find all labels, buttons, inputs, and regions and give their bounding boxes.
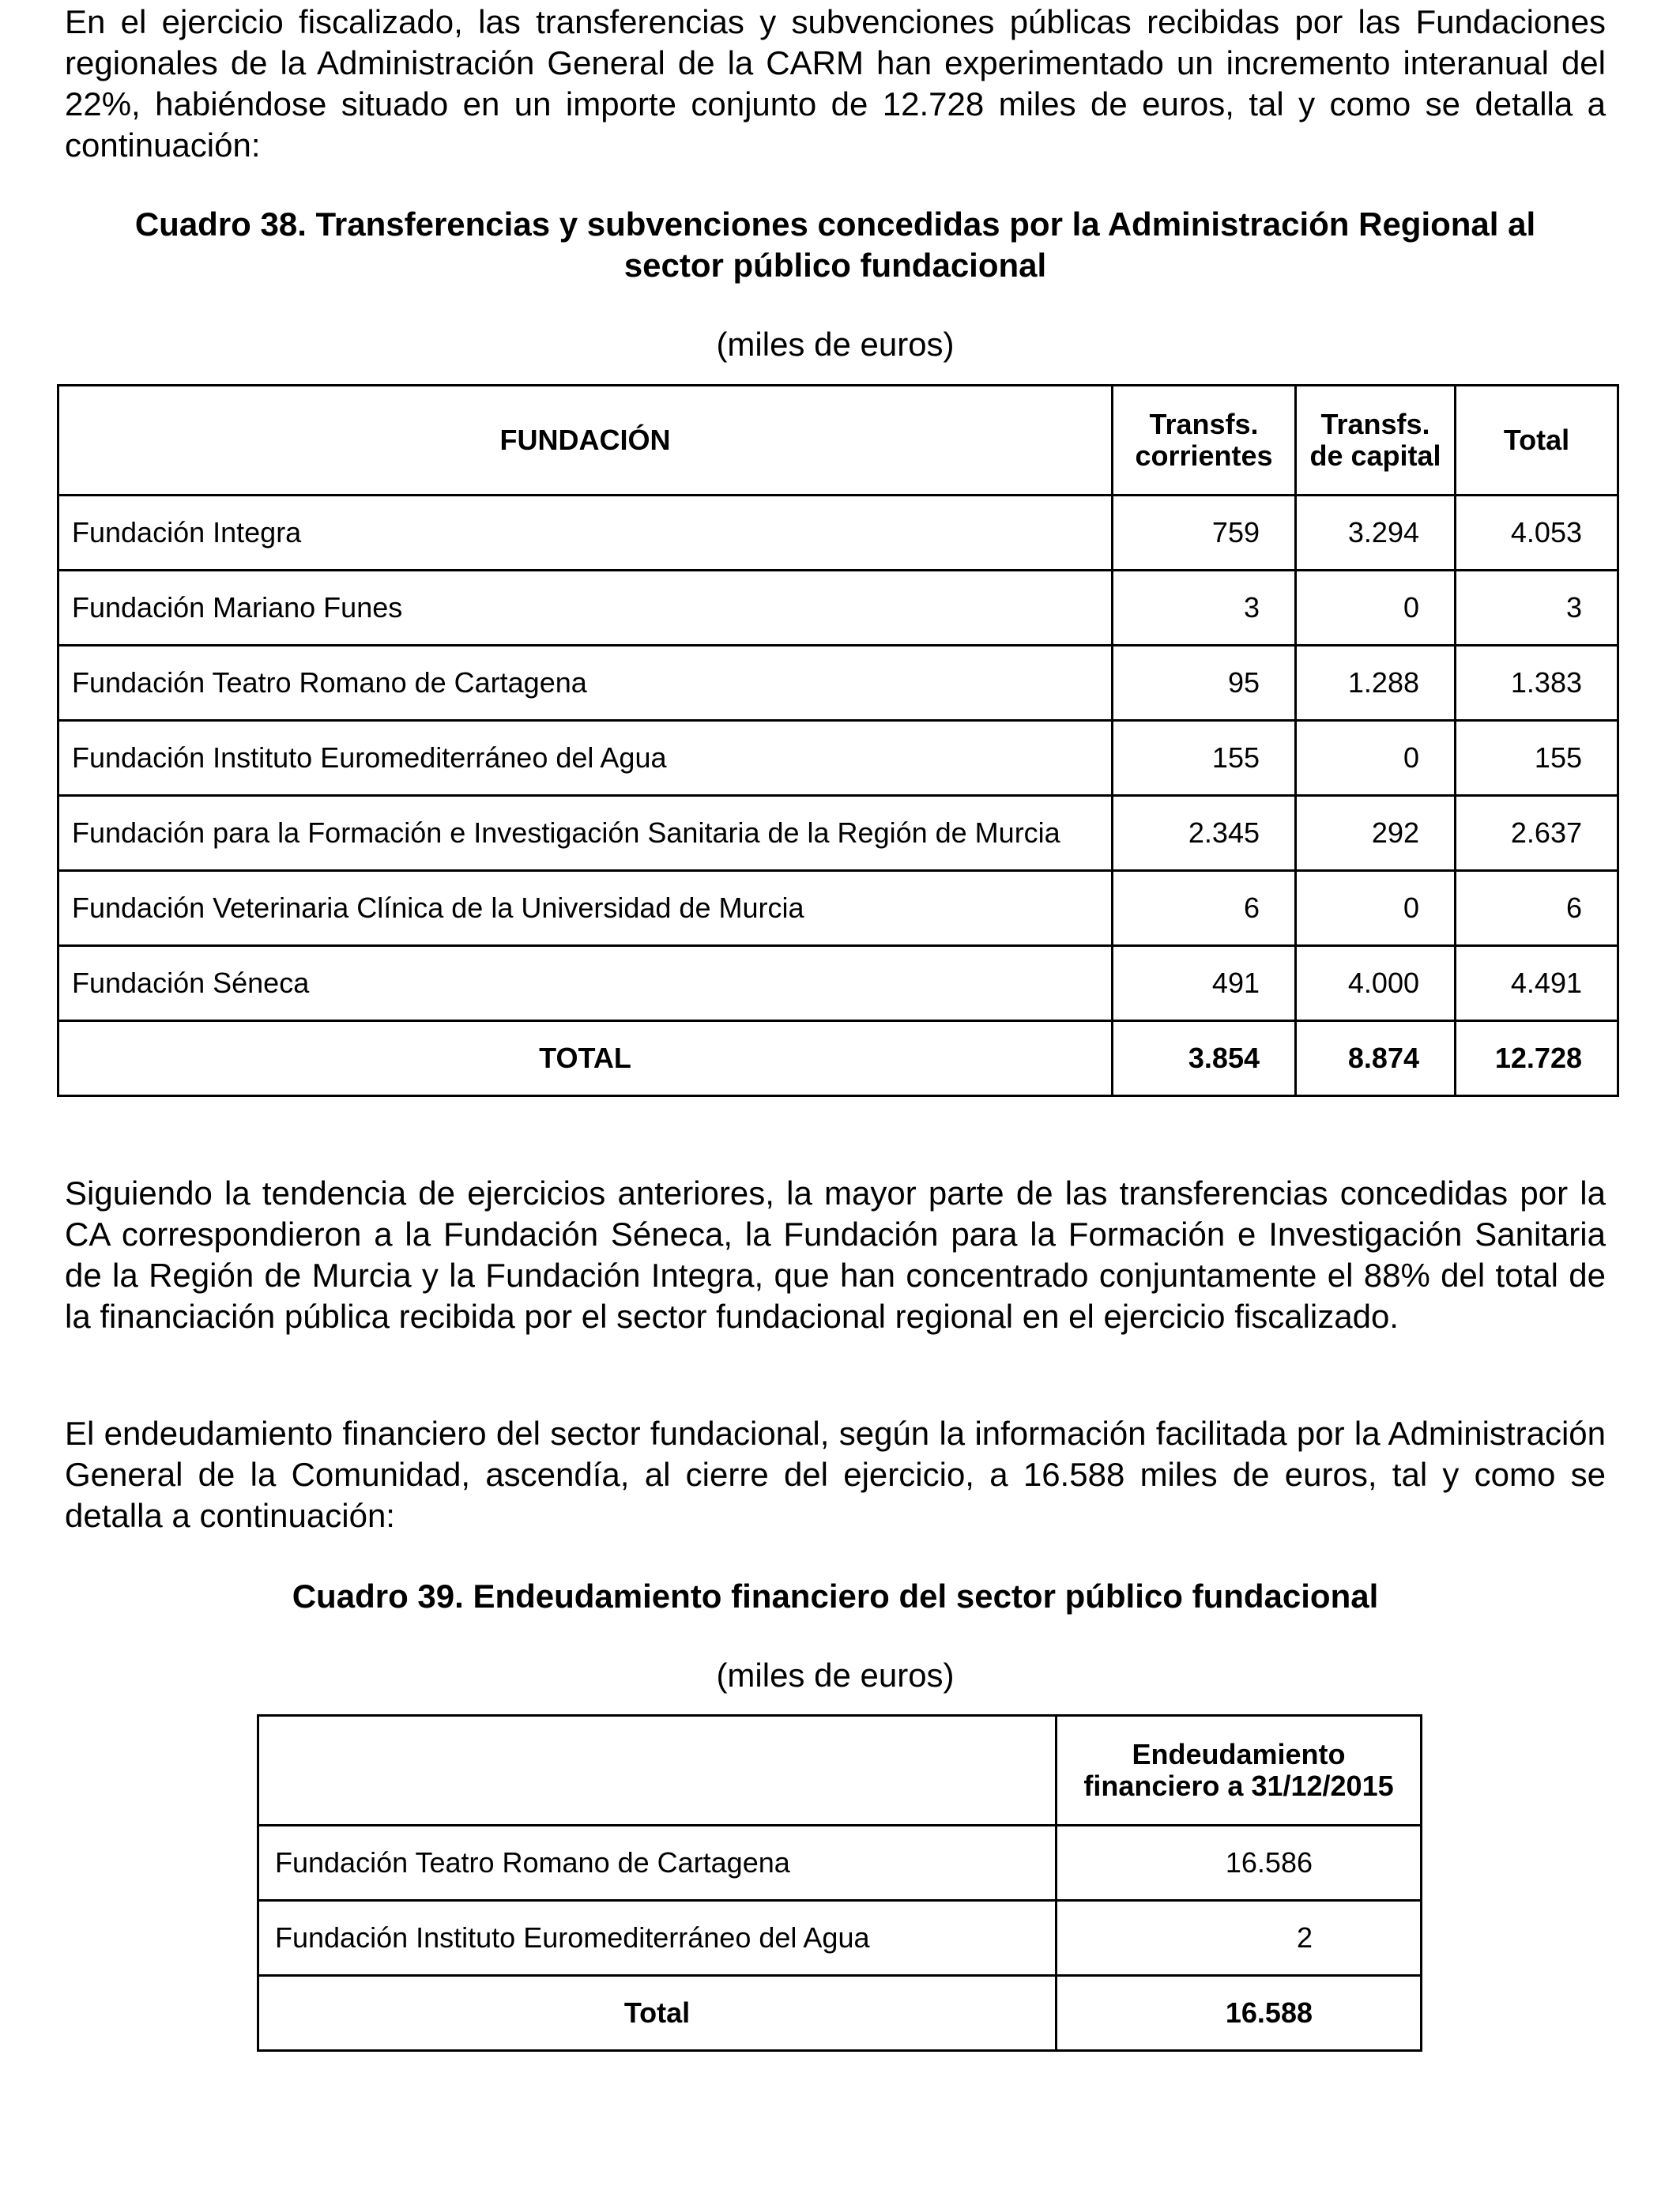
row-name: Fundación Integra xyxy=(58,496,1113,571)
row-total: 4.053 xyxy=(1456,496,1618,571)
table39-header-row xyxy=(258,1716,1422,1826)
table38-title-line1: Cuadro 38. Transferencias y subvenciones concedidas por la Administración Regional al xyxy=(134,205,1536,243)
header-empty xyxy=(258,1716,1057,1826)
row-total: 6 xyxy=(1456,871,1618,946)
table39-title: Cuadro 39. Endeudamiento financiero del sector público fundacional xyxy=(292,1578,1379,1615)
header-capital xyxy=(1296,386,1456,496)
table-row xyxy=(58,721,1618,796)
total-total: 12.728 xyxy=(1456,1021,1618,1096)
row-capital: 3.294 xyxy=(1296,496,1456,571)
row-name: Fundación para la Formación e Investigación Sanitaria de la Región de Murcia xyxy=(58,796,1113,871)
row-name: Fundación Séneca xyxy=(58,946,1113,1021)
row-corrientes: 6 xyxy=(1113,871,1296,946)
header-endeudamiento-l1: Endeudamiento xyxy=(1132,1738,1346,1770)
total-capital: 8.874 xyxy=(1296,1021,1456,1096)
total-label: TOTAL xyxy=(58,1021,1113,1096)
header-endeudamiento xyxy=(1057,1716,1422,1826)
row-capital: 1.288 xyxy=(1296,646,1456,721)
table38-header-row xyxy=(58,386,1618,496)
table-row xyxy=(258,1826,1422,1901)
row-capital: 0 xyxy=(1296,721,1456,796)
row-capital: 4.000 xyxy=(1296,946,1456,1021)
table39 xyxy=(257,1714,1422,2052)
row-name: Fundación Mariano Funes xyxy=(58,571,1113,646)
header-total: Total xyxy=(1456,386,1618,496)
table38-total-row xyxy=(58,1021,1618,1096)
header-corrientes xyxy=(1113,386,1296,496)
intro-paragraph: En el ejercicio fiscalizado, las transferencias y subvenciones públicas recibidas por las Fundaciones regionales de la Administración General de la CARM han experimentado un incremento interanual del 22%, habiéndose situado en un importe conjunto de 12.728 miles de euros, tal y como se detalla a continuación: xyxy=(65,3,1606,164)
table-row xyxy=(58,571,1618,646)
table39-units: (miles de euros) xyxy=(716,1657,955,1694)
row-value: 16.586 xyxy=(1057,1826,1422,1901)
table38-title-line2: sector público fundacional xyxy=(623,247,1047,284)
row-corrientes: 2.345 xyxy=(1113,796,1296,871)
total-value: 16.588 xyxy=(1057,1976,1422,2051)
row-name: Fundación Instituto Euromediterráneo del Agua xyxy=(58,721,1113,796)
row-capital: 0 xyxy=(1296,571,1456,646)
table-row xyxy=(58,871,1618,946)
row-name: Fundación Teatro Romano de Cartagena xyxy=(58,646,1113,721)
table38-title xyxy=(65,204,1606,286)
row-capital: 292 xyxy=(1296,796,1456,871)
header-capital-l1: Transfs. xyxy=(1320,408,1430,440)
total-corrientes: 3.854 xyxy=(1113,1021,1296,1096)
row-capital: 0 xyxy=(1296,871,1456,946)
table-row xyxy=(58,946,1618,1021)
total-label: Total xyxy=(258,1976,1057,2051)
row-corrientes: 3 xyxy=(1113,571,1296,646)
header-endeudamiento-l2: financiero a 31/12/2015 xyxy=(1083,1770,1394,1802)
table38 xyxy=(57,384,1619,1097)
table-row xyxy=(258,1901,1422,1976)
row-name: Fundación Teatro Romano de Cartagena xyxy=(258,1826,1057,1901)
row-total: 3 xyxy=(1456,571,1618,646)
analysis-paragraph: Siguiendo la tendencia de ejercicios anteriores, la mayor parte de las transferencias concedidas por la CA correspondieron a la Fundación Séneca, la Fundación para la Formación e Investigación Sanitaria de la Región de Murcia y la Fundación Integra, que han concentrado conjuntamente el 88% del total de la financiación pública recibida por el sector fundacional regional en el ejercicio fiscalizado. xyxy=(65,1174,1606,1335)
table-row xyxy=(58,496,1618,571)
row-name: Fundación Instituto Euromediterráneo del Agua xyxy=(258,1901,1057,1976)
row-total: 4.491 xyxy=(1456,946,1618,1021)
table-row xyxy=(58,796,1618,871)
debt-paragraph: El endeudamiento financiero del sector fundacional, según la información facilitada por la Administración General de la Comunidad, ascendía, al cierre del ejercicio, a 16.588 miles de euros, tal y como se detalla a continuación: xyxy=(65,1415,1606,1534)
header-fundacion: FUNDACIÓN xyxy=(58,386,1113,496)
row-total: 2.637 xyxy=(1456,796,1618,871)
row-corrientes: 759 xyxy=(1113,496,1296,571)
row-value: 2 xyxy=(1057,1901,1422,1976)
row-name: Fundación Veterinaria Clínica de la Universidad de Murcia xyxy=(58,871,1113,946)
header-corrientes-l1: Transfs. xyxy=(1149,408,1259,440)
header-capital-l2: de capital xyxy=(1309,439,1441,472)
row-corrientes: 491 xyxy=(1113,946,1296,1021)
table38-units: (miles de euros) xyxy=(716,326,955,363)
table-row xyxy=(58,646,1618,721)
header-corrientes-l2: corrientes xyxy=(1135,439,1273,472)
row-corrientes: 95 xyxy=(1113,646,1296,721)
row-total: 155 xyxy=(1456,721,1618,796)
row-total: 1.383 xyxy=(1456,646,1618,721)
row-corrientes: 155 xyxy=(1113,721,1296,796)
table39-total-row xyxy=(258,1976,1422,2051)
